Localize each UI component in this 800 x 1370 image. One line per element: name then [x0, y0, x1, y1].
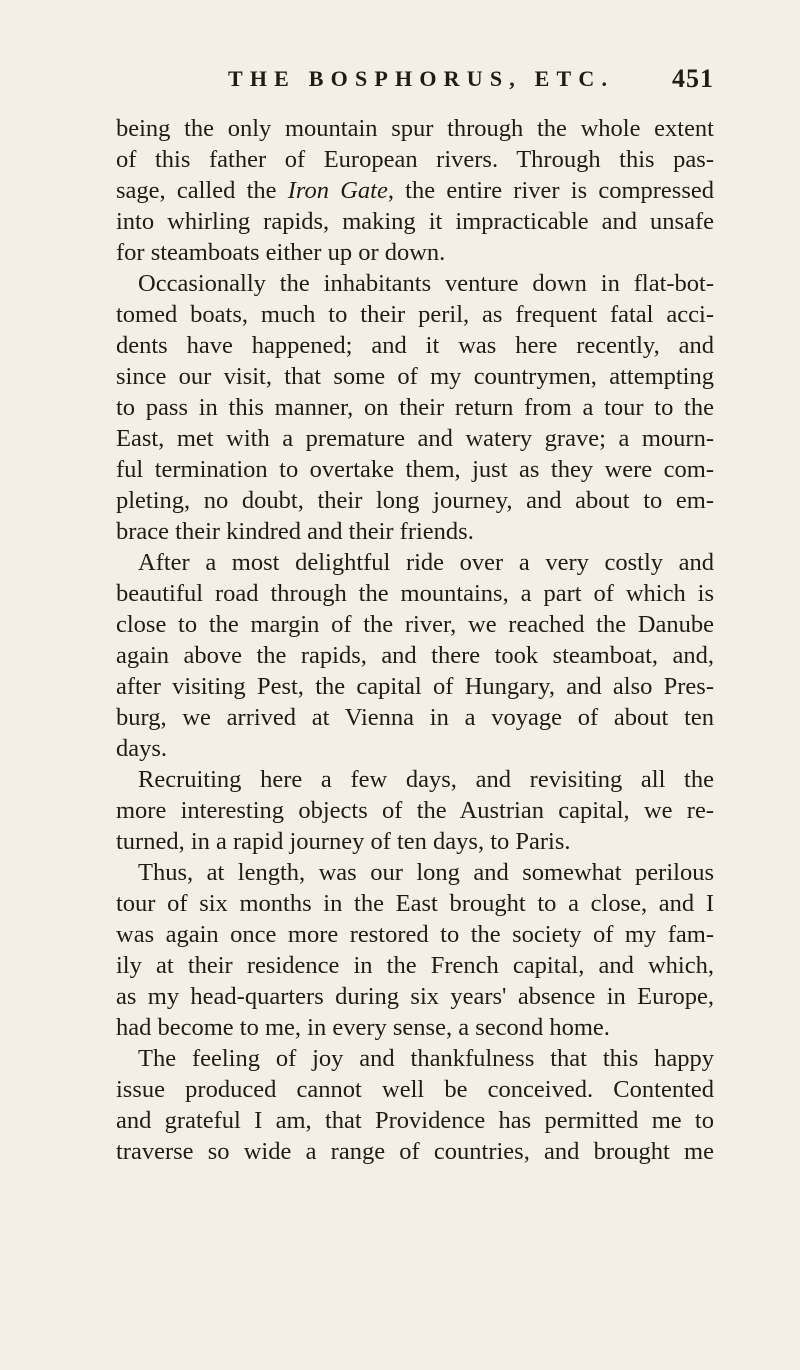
text-line: After a most delightful ride over a very costly and [138, 549, 714, 576]
body-text [116, 113, 714, 1167]
text-line: tour of six months in the East brought to a close, and I [116, 890, 714, 917]
text-line: since our visit, that some of my countrymen, attempting [116, 363, 714, 390]
text-line: burg, we arrived at Vienna in a voyage of about ten [116, 704, 714, 731]
text-line: beautiful road through the mountains, a part of which is [116, 580, 714, 607]
text-line: ful termination to overtake them, just as they were com- [116, 456, 714, 483]
text-line: after visiting Pest, the capital of Hungary, and also Pres- [116, 673, 714, 700]
running-title: THE BOSPHORUS, ETC. [228, 66, 615, 91]
text-line: tomed boats, much to their peril, as frequent fatal acci- [116, 301, 714, 328]
text-line: The feeling of joy and thankfulness that this happy [138, 1045, 714, 1072]
page-number: 451 [672, 64, 714, 93]
text-line: was again once more restored to the society of my fam- [116, 921, 714, 948]
text-line: pleting, no doubt, their long journey, and about to em- [116, 487, 714, 514]
text-line: turned, in a rapid journey of ten days, to Paris. [116, 828, 571, 855]
text-line: Recruiting here a few days, and revisiting all the [138, 766, 714, 793]
italic-term: Iron Gate [287, 177, 388, 204]
text-line: being the only mountain spur through the whole extent [116, 115, 714, 142]
text-line: ily at their residence in the French capital, and which, [116, 952, 714, 979]
text-line: East, met with a premature and watery grave; a mourn- [116, 425, 714, 452]
text-line: brace their kindred and their friends. [116, 518, 474, 545]
text-line-end: , the entire river is compressed [387, 177, 714, 204]
text-line: to pass in this manner, on their return from a tour to the [116, 394, 714, 421]
text-line: for steamboats either up or down. [116, 239, 446, 266]
text-line: issue produced cannot well be conceived. Contented [116, 1076, 714, 1103]
text-line: traverse so wide a range of countries, and brought me [116, 1138, 714, 1165]
text-line: dents have happened; and it was here recently, and [116, 332, 714, 359]
text-line: again above the rapids, and there took steamboat, and, [116, 642, 714, 669]
text-line: Thus, at length, was our long and somewhat perilous [138, 859, 714, 886]
text-line: had become to me, in every sense, a second home. [116, 1014, 610, 1041]
text-line: and grateful I am, that Providence has permitted me to [116, 1107, 714, 1134]
text-line: of this father of European rivers. Through this pas- [116, 146, 714, 173]
page-header [116, 66, 714, 106]
text-line: Occasionally the inhabitants venture down in flat-bot- [138, 270, 714, 297]
text-line: days. [116, 735, 168, 762]
text-line: into whirling rapids, making it impracticable and unsafe [116, 208, 714, 235]
text-line [116, 175, 714, 206]
text-line: as my head-quarters during six years' absence in Europe, [116, 983, 714, 1010]
text-line: close to the margin of the river, we reached the Danube [116, 611, 714, 638]
text-line: more interesting objects of the Austrian capital, we re- [116, 797, 714, 824]
text-line-start: sage, called the [116, 177, 288, 204]
